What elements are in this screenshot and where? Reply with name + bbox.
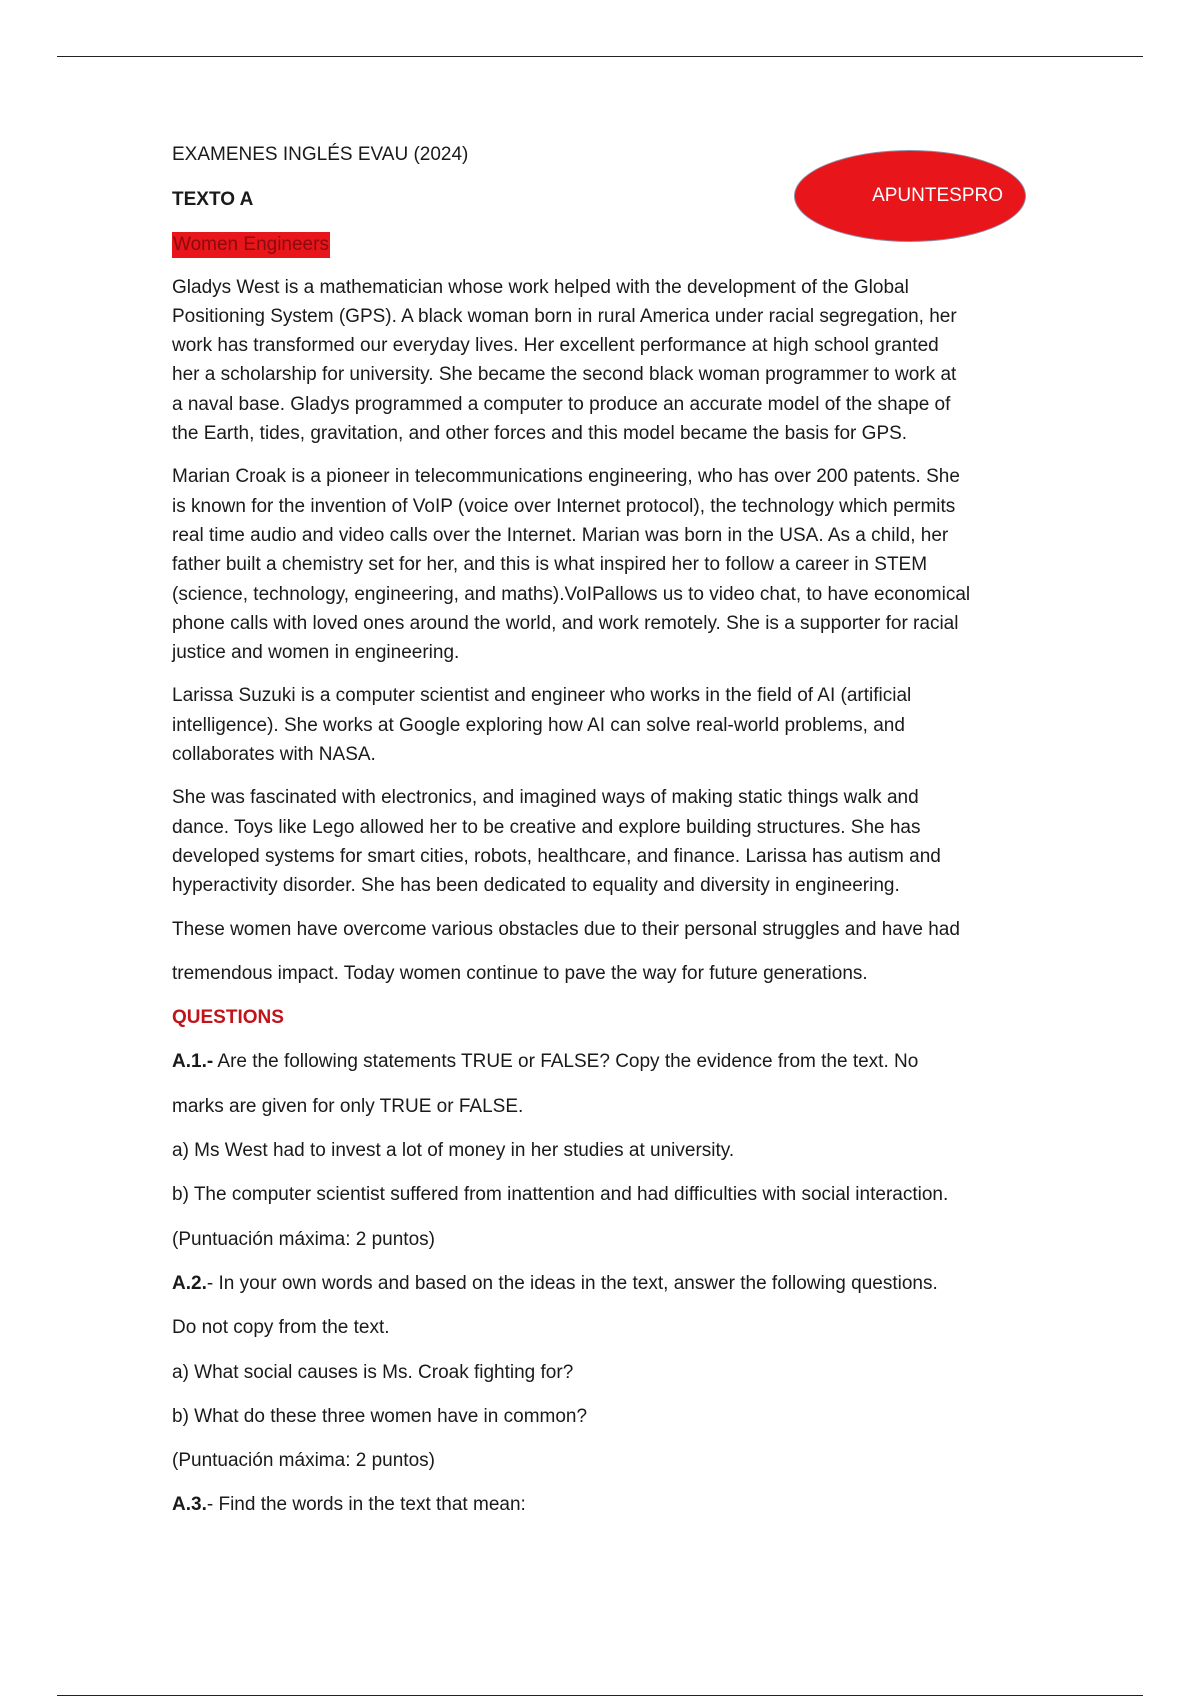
document-body	[172, 140, 1032, 1535]
text-line: Marian Croak is a pioneer in telecommunications engineering, who has over 200 patents. She	[172, 466, 960, 488]
question-label: A.2.	[172, 1272, 207, 1294]
text-line: intelligence). She works at Google exploring how AI can solve real-world problems, and	[172, 714, 905, 736]
paragraph-gladys-west	[172, 273, 1032, 449]
closing-line-2: tremendous impact. Today women continue to pave the way for future generations.	[172, 962, 868, 984]
text-line: developed systems for smart cities, robots, healthcare, and finance. Larissa has autism and	[172, 845, 941, 867]
question-a2-item-a: a) What social causes is Ms. Croak fighting for?	[172, 1361, 574, 1383]
text-line: a naval base. Gladys programmed a computer to produce an accurate model of the shape of	[172, 393, 951, 415]
article-title: Women Engineers	[172, 232, 330, 258]
text-line: her a scholarship for university. She became the second black woman programmer to work at	[172, 364, 957, 386]
text-line: Gladys West is a mathematician whose work helped with the development of the Global	[172, 276, 909, 298]
question-text: - Find the words in the text that mean:	[206, 1494, 526, 1516]
question-text: Are the following statements TRUE or FALSE? Copy the evidence from the text. No	[213, 1051, 919, 1073]
text-line: hyperactivity disorder. She has been dedicated to equality and diversity in engineering.	[172, 875, 900, 897]
texto-label: TEXTO A	[172, 189, 254, 211]
text-line: real time audio and video calls over the Internet. Marian was born in the USA. As a child, her	[172, 524, 949, 546]
top-rule	[57, 56, 1143, 57]
paragraph-marian-croak	[172, 462, 1032, 667]
closing-line-1: These women have overcome various obstacles due to their personal struggles and have had	[172, 918, 960, 940]
text-line: work has transformed our everyday lives. Her excellent performance at high school granted	[172, 335, 939, 357]
question-label: A.1.-	[172, 1051, 214, 1073]
text-line: collaborates with NASA.	[172, 744, 376, 766]
paragraph-larissa-suzuki	[172, 681, 1032, 769]
exam-title: EXAMENES INGLÉS EVAU (2024)	[172, 144, 469, 165]
question-a2-score: (Puntuación máxima: 2 puntos)	[172, 1450, 435, 1472]
paragraph-larissa-background	[172, 783, 1032, 900]
question-label: A.3.	[172, 1494, 207, 1516]
question-a1-item-a: a) Ms West had to invest a lot of money in her studies at university.	[172, 1140, 735, 1162]
text-line: Larissa Suzuki is a computer scientist and engineer who works in the field of AI (artificial	[172, 685, 912, 707]
text-line: justice and women in engineering.	[172, 642, 460, 664]
text-line: Positioning System (GPS). A black woman born in rural America under racial segregation, her	[172, 305, 957, 327]
text-line: phone calls with loved ones around the world, and work remotely. She is a supporter for racial	[172, 612, 959, 634]
question-a2-item-b: b) What do these three women have in common?	[172, 1405, 588, 1427]
text-line: the Earth, tides, gravitation, and other forces and this model became the basis for GPS.	[172, 423, 908, 445]
bottom-rule	[57, 1695, 1143, 1696]
question-a1-item-b: b) The computer scientist suffered from inattention and had difficulties with social interaction.	[172, 1184, 949, 1206]
question-a1	[172, 1047, 1032, 1076]
stamp-label: APUNTESPRO	[872, 185, 1003, 206]
question-text: - In your own words and based on the ideas in the text, answer the following questions.	[206, 1272, 938, 1294]
text-line: father built a chemistry set for her, and this is what inspired her to follow a career in STEM	[172, 554, 928, 576]
question-a2-cont: Do not copy from the text.	[172, 1317, 390, 1339]
question-a1-score: (Puntuación máxima: 2 puntos)	[172, 1228, 435, 1250]
question-a2	[172, 1269, 1032, 1298]
text-line: dance. Toys like Lego allowed her to be creative and explore building structures. She has	[172, 816, 921, 838]
text-line: (science, technology, engineering, and maths).VoIPallows us to video chat, to have economical	[172, 583, 971, 605]
text-line: She was fascinated with electronics, and imagined ways of making static things walk and	[172, 787, 919, 809]
question-a3	[172, 1490, 1032, 1519]
text-line: is known for the invention of VoIP (voice over Internet protocol), the technology which permits	[172, 495, 956, 517]
questions-heading: QUESTIONS	[172, 1007, 284, 1029]
question-a1-cont: marks are given for only TRUE or FALSE.	[172, 1095, 524, 1117]
